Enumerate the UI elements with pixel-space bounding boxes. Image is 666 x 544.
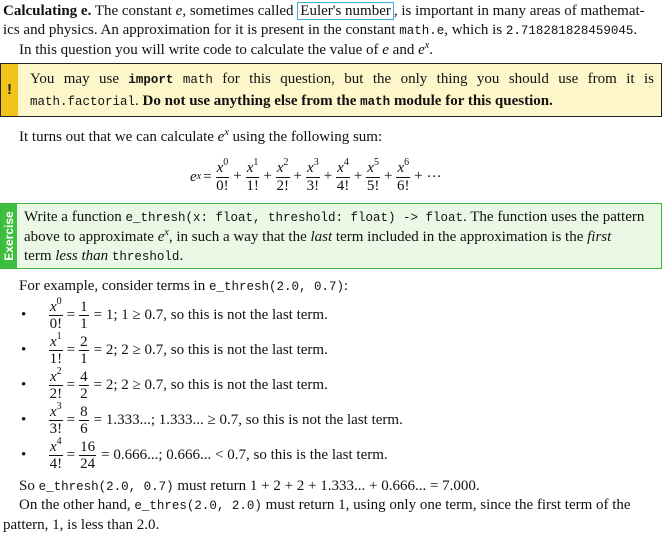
example-result: = 0.666...; 0.666... < 0.7, so this is the last term.: [101, 447, 388, 463]
fraction: [306, 156, 320, 194]
bullet: •: [21, 307, 27, 323]
fraction-numerator: [49, 366, 63, 386]
exponent: 6: [404, 156, 410, 168]
plus-sign: +: [233, 168, 242, 185]
intro-text: The constant: [94, 3, 172, 19]
example-intro-text: For example, consider terms in: [19, 278, 206, 294]
intro-text: In this question you will write code to calculate the value of: [19, 42, 379, 58]
fraction-denominator: 2!: [49, 386, 63, 402]
value-numerator: 16: [80, 439, 96, 455]
warning-text: [30, 69, 654, 113]
exercise-box: [0, 203, 662, 269]
example-call-code: e_thresh(2.0, 0.7): [38, 480, 174, 494]
e-symbol: e: [175, 3, 183, 19]
warning-bold: module for this question.: [393, 93, 553, 109]
x-base: x: [50, 334, 57, 350]
exercise-line: term: [24, 248, 52, 264]
euler-number-link[interactable]: Euler's number: [297, 2, 394, 20]
exponent: 3: [313, 156, 319, 168]
fraction-numerator: [246, 156, 260, 178]
exponent: 0: [223, 156, 229, 168]
exercise-line: term included in the approximation is the: [335, 229, 584, 245]
warning-line: You may use: [30, 71, 119, 87]
exponent: 3: [56, 401, 62, 412]
math-module-code: math: [182, 73, 213, 87]
final-text: must return 1, using only one term, since the first term of the: [265, 497, 631, 513]
fraction-numerator: [306, 156, 320, 178]
fraction: [49, 366, 63, 402]
math-e-code: math.e: [399, 24, 445, 38]
exercise-line: Write a function: [24, 209, 122, 225]
example-intro: [19, 277, 348, 297]
exercise-line: above to approximate: [24, 229, 154, 245]
x-base: x: [216, 159, 224, 176]
fraction-denominator: 4!: [49, 456, 63, 472]
equals-sign: =: [66, 412, 76, 428]
exponent: 2: [56, 366, 62, 377]
fraction: [216, 156, 230, 194]
fraction-numerator: [276, 156, 290, 178]
e-symbol: e: [418, 42, 425, 58]
warning-box: [0, 63, 662, 117]
example-result: = 2; 2 ≥ 0.7, so this is not the last term.: [93, 377, 328, 393]
fraction-denominator: 1!: [49, 351, 63, 367]
plus-sign: +: [353, 168, 363, 185]
example-list: [21, 298, 661, 473]
fraction: [366, 156, 380, 194]
plus-sign: +: [414, 168, 423, 185]
bullet: •: [21, 342, 27, 358]
value-denominator: 24: [80, 456, 96, 472]
bullet: •: [21, 377, 27, 393]
x-superscript: x: [424, 40, 430, 51]
intro-text: , sometimes called: [182, 3, 294, 19]
example-result: = 1.333...; 1.333... ≥ 0.7, so this is not the last term.: [93, 412, 403, 428]
example-item: [21, 298, 661, 333]
value-fraction: [79, 405, 89, 436]
equals-sign: =: [66, 377, 76, 393]
value-denominator: 2: [80, 386, 88, 402]
x-base: x: [276, 159, 284, 176]
fraction-numerator: [49, 436, 63, 456]
fraction-numerator: [396, 156, 410, 178]
math-e-value: 2.718281828459045: [505, 24, 634, 38]
fraction: [49, 436, 63, 472]
conclusion: [19, 477, 480, 497]
intro-paragraph: [3, 2, 663, 60]
x-base: x: [337, 159, 344, 176]
import-keyword: import: [128, 73, 174, 87]
emphasis-less-than: less than: [55, 248, 109, 264]
plus-sign: +: [323, 168, 333, 185]
x-base: x: [50, 439, 57, 455]
value-numerator: 8: [80, 404, 88, 420]
exercise-label: Exercise: [2, 211, 16, 261]
exercise-bar: [1, 204, 17, 268]
fraction-denominator: 3!: [49, 421, 63, 437]
e-symbol: e: [382, 42, 389, 58]
intro-text: , is important in many areas of mathemat-: [393, 3, 645, 19]
exponent: 4: [343, 156, 349, 168]
fraction-numerator: [49, 401, 63, 421]
bullet: •: [21, 447, 27, 463]
emphasis-last: last: [310, 229, 333, 245]
plus-sign: +: [383, 168, 393, 185]
x-superscript: x: [224, 127, 229, 138]
math-module-code: math: [360, 95, 391, 109]
fraction-numerator: [336, 156, 350, 178]
exercise-line: . The function uses the pattern: [463, 209, 645, 225]
fraction-denominator: 6!: [397, 177, 410, 194]
example-result: = 2; 2 ≥ 0.7, so this is not the last term.: [93, 342, 328, 358]
intro-text: .: [633, 22, 638, 38]
value-denominator: 1: [80, 316, 88, 332]
e-symbol: e: [157, 229, 165, 245]
fraction: [49, 331, 63, 367]
plus-sign: +: [293, 168, 303, 185]
warning-line: for this question, but the only thing you should use from it is: [222, 71, 655, 87]
exponent: 2: [283, 156, 289, 168]
exponent: 0: [56, 296, 62, 307]
final-paragraph: [3, 496, 663, 535]
value-fraction: [79, 370, 89, 401]
value-numerator: 4: [80, 369, 88, 385]
x-base: x: [307, 159, 314, 176]
function-signature: e_thresh(x: float, threshold: float) -> float: [125, 211, 464, 225]
equals-sign: =: [66, 342, 76, 358]
intro-text: ics and physics. An approximation for it is present in the constant: [3, 22, 396, 38]
bullet: •: [21, 412, 27, 428]
fraction-numerator: [49, 296, 63, 316]
fraction: [49, 296, 63, 332]
fraction-denominator: 2!: [276, 177, 289, 194]
fraction: [396, 156, 410, 194]
formula-lhs: e: [190, 168, 197, 185]
fraction-denominator: 5!: [366, 177, 380, 194]
fraction: [276, 156, 290, 194]
value-denominator: 1: [80, 351, 88, 367]
sum-intro-text: It turns out that we can calculate: [19, 129, 214, 145]
warning-bold: Do not use anything else from the: [142, 93, 357, 109]
fraction-denominator: 0!: [216, 177, 229, 194]
plus-sign: +: [263, 168, 272, 185]
fraction-denominator: 0!: [49, 316, 63, 332]
value-denominator: 6: [80, 421, 88, 437]
final-text: pattern, 1, is less than 2.0.: [3, 517, 160, 533]
fraction-numerator: [216, 156, 230, 178]
fraction-numerator: [366, 156, 380, 178]
value-numerator: 2: [80, 334, 88, 350]
sum-intro: [19, 128, 382, 147]
intro-text: , which is: [444, 22, 503, 38]
example-item: [21, 368, 661, 403]
value-fraction: [79, 440, 96, 471]
value-fraction: [79, 300, 89, 331]
example-item: [21, 438, 661, 473]
fraction-denominator: 1!: [246, 177, 259, 194]
exponent: 4: [56, 436, 62, 447]
ellipsis: ···: [426, 168, 442, 185]
factorial-code: math.factorial: [30, 95, 136, 109]
threshold-code: threshold: [111, 250, 180, 264]
exercise-line: , in such a way that the: [168, 229, 307, 245]
e-symbol: e: [217, 129, 225, 145]
value-numerator: 1: [80, 299, 88, 315]
x-base: x: [367, 159, 374, 176]
warning-icon: !: [1, 64, 18, 116]
exponent: 5: [373, 156, 379, 168]
exercise-text: [24, 208, 656, 267]
intro-text: and: [392, 42, 415, 58]
example-call-code: e_thresh(2.0, 0.7): [208, 280, 344, 294]
conclusion-text: must return 1 + 2 + 2 + 1.333... + 0.666... = 7.000.: [177, 478, 480, 494]
second-call-code: e_thres(2.0, 2.0): [134, 499, 262, 513]
example-item: [21, 403, 661, 438]
fraction: [49, 401, 63, 437]
example-item: [21, 333, 661, 368]
fraction: [336, 156, 350, 194]
fraction-denominator: 3!: [306, 177, 320, 194]
equals-sign: =: [203, 168, 212, 185]
x-base: x: [50, 299, 57, 315]
heading: Calculating e.: [3, 3, 92, 19]
example-intro-text: :: [344, 278, 349, 294]
conclusion-text: So: [19, 478, 35, 494]
equals-sign: =: [66, 307, 76, 323]
x-base: x: [246, 159, 254, 176]
series-formula: e x = $\frac{x^0}{0!}$ + $\frac{x^1}{1!}$ + $\frac{x^2}{2!}$ + $\frac{x^3}{3!}$ + $\frac{x^4}{4!}$ + $\frac{x^5}{5!}$ + $\frac{x^6}{6!}$ + ···: [190, 156, 442, 194]
fraction-denominator: 4!: [336, 177, 350, 194]
intro-text: .: [429, 42, 433, 58]
formula-terms: [214, 156, 425, 194]
x-base: x: [50, 404, 57, 420]
warning-line: .: [135, 93, 139, 109]
example-result: = 1; 1 ≥ 0.7, so this is not the last term.: [93, 307, 328, 323]
fraction-numerator: [49, 331, 63, 351]
x-superscript: x: [164, 227, 169, 238]
fraction: [246, 156, 260, 194]
exercise-line: .: [179, 248, 184, 264]
equals-sign: =: [66, 447, 76, 463]
sum-intro-text: using the following sum:: [232, 129, 383, 145]
value-fraction: [79, 335, 89, 366]
final-text: On the other hand,: [19, 497, 131, 513]
x-base: x: [50, 369, 57, 385]
emphasis-first: first: [587, 229, 612, 245]
x-base: x: [397, 159, 405, 176]
exponent: 1: [56, 331, 62, 342]
exponent: 1: [253, 156, 259, 168]
